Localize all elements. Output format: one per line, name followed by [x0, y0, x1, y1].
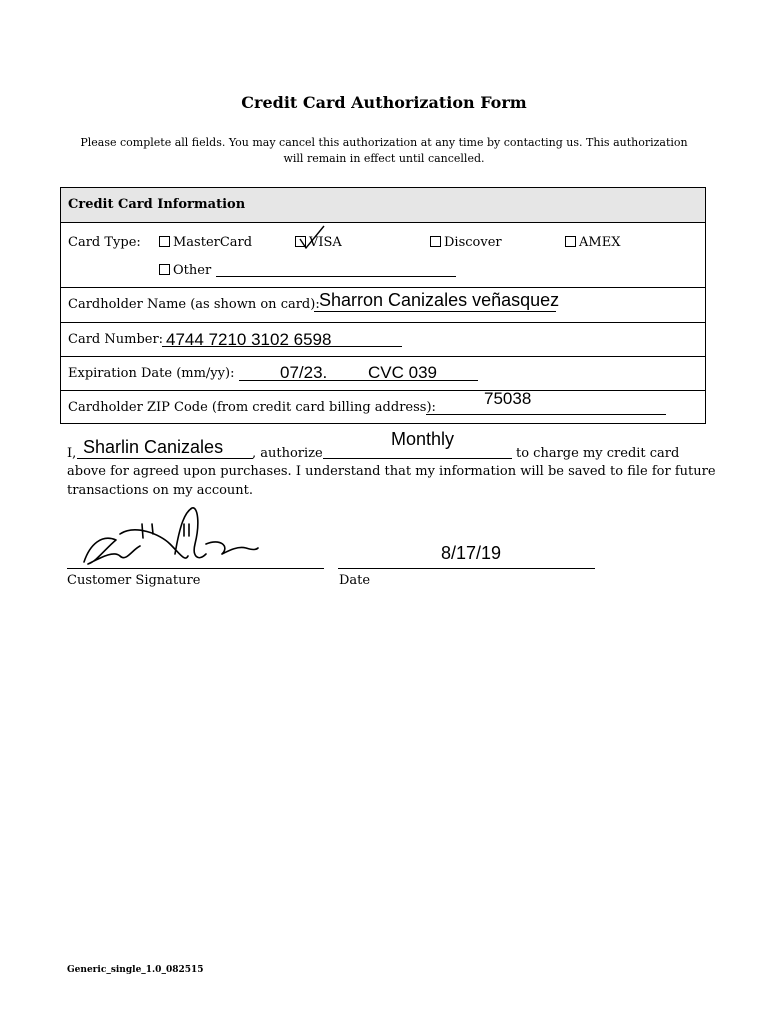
form-intro: Please complete all fields. You may cancel this authorization at any time by contacting us. This authorization will remain in effect until cancelled. — [80, 136, 688, 165]
row-divider — [61, 287, 705, 288]
amex-label: AMEX — [579, 235, 621, 250]
auth-merchant-line — [323, 458, 512, 459]
cardholder-name-label: Cardholder Name (as shown on card): — [68, 297, 320, 312]
expiration-label: Expiration Date (mm/yy): — [68, 366, 235, 381]
discover-label: Discover — [444, 235, 502, 250]
checkbox-mastercard[interactable] — [159, 236, 170, 247]
date-line — [338, 568, 595, 569]
auth-merchant-field[interactable]: Monthly — [391, 429, 455, 449]
option-mastercard[interactable] — [159, 235, 252, 250]
expiration-line — [239, 380, 478, 381]
option-amex[interactable] — [565, 235, 620, 250]
auth-line-2: above for agreed upon purchases. I understand that my information will be saved to file for future — [67, 464, 716, 479]
zip-line — [426, 414, 666, 415]
zip-label: Cardholder ZIP Code (from credit card billing address): — [68, 400, 436, 415]
section-header — [61, 188, 705, 223]
cardholder-name-line — [314, 311, 556, 312]
auth-line-3: transactions on my account. — [67, 483, 254, 498]
section-heading: Credit Card Information — [68, 197, 246, 212]
mastercard-label: MasterCard — [173, 235, 253, 250]
other-field[interactable] — [216, 276, 456, 277]
expiration-field[interactable]: 07/23. — [280, 363, 328, 382]
checkbox-amex[interactable] — [565, 236, 576, 247]
cvc-field[interactable]: CVC 039 — [368, 363, 437, 382]
row-divider — [61, 322, 705, 323]
credit-card-info-box — [60, 187, 706, 424]
date-label: Date — [339, 573, 371, 588]
card-number-label: Card Number: — [68, 332, 164, 347]
checkmark-icon — [297, 224, 327, 252]
other-label: Other — [173, 263, 212, 278]
option-other[interactable] — [159, 263, 211, 278]
card-type-label: Card Type: — [68, 235, 141, 250]
auth-suffix: to charge my credit card — [516, 446, 680, 461]
date-field[interactable]: 8/17/19 — [441, 543, 502, 563]
signature-line — [67, 568, 324, 569]
visa-label: VISA — [309, 235, 342, 250]
form-title: Credit Card Authorization Form — [241, 93, 527, 112]
auth-authorize-text: , authorize — [252, 446, 323, 461]
customer-signature-image — [80, 504, 260, 570]
auth-prefix: I, — [67, 446, 77, 461]
row-divider — [61, 390, 705, 391]
auth-name-line — [77, 458, 253, 459]
option-discover[interactable] — [430, 235, 502, 250]
footer-code: Generic_single_1.0_082515 — [67, 965, 204, 975]
auth-name-field[interactable]: Sharlin Canizales — [83, 437, 224, 457]
row-divider — [61, 356, 705, 357]
cardholder-name-field[interactable]: Sharron Canizales veñasquez — [319, 290, 560, 310]
zip-field[interactable]: 75038 — [484, 389, 532, 408]
checkbox-discover[interactable] — [430, 236, 441, 247]
checkbox-other[interactable] — [159, 264, 170, 275]
customer-signature-label: Customer Signature — [67, 573, 201, 588]
card-number-field[interactable]: 4744 7210 3102 6598 — [166, 330, 332, 349]
